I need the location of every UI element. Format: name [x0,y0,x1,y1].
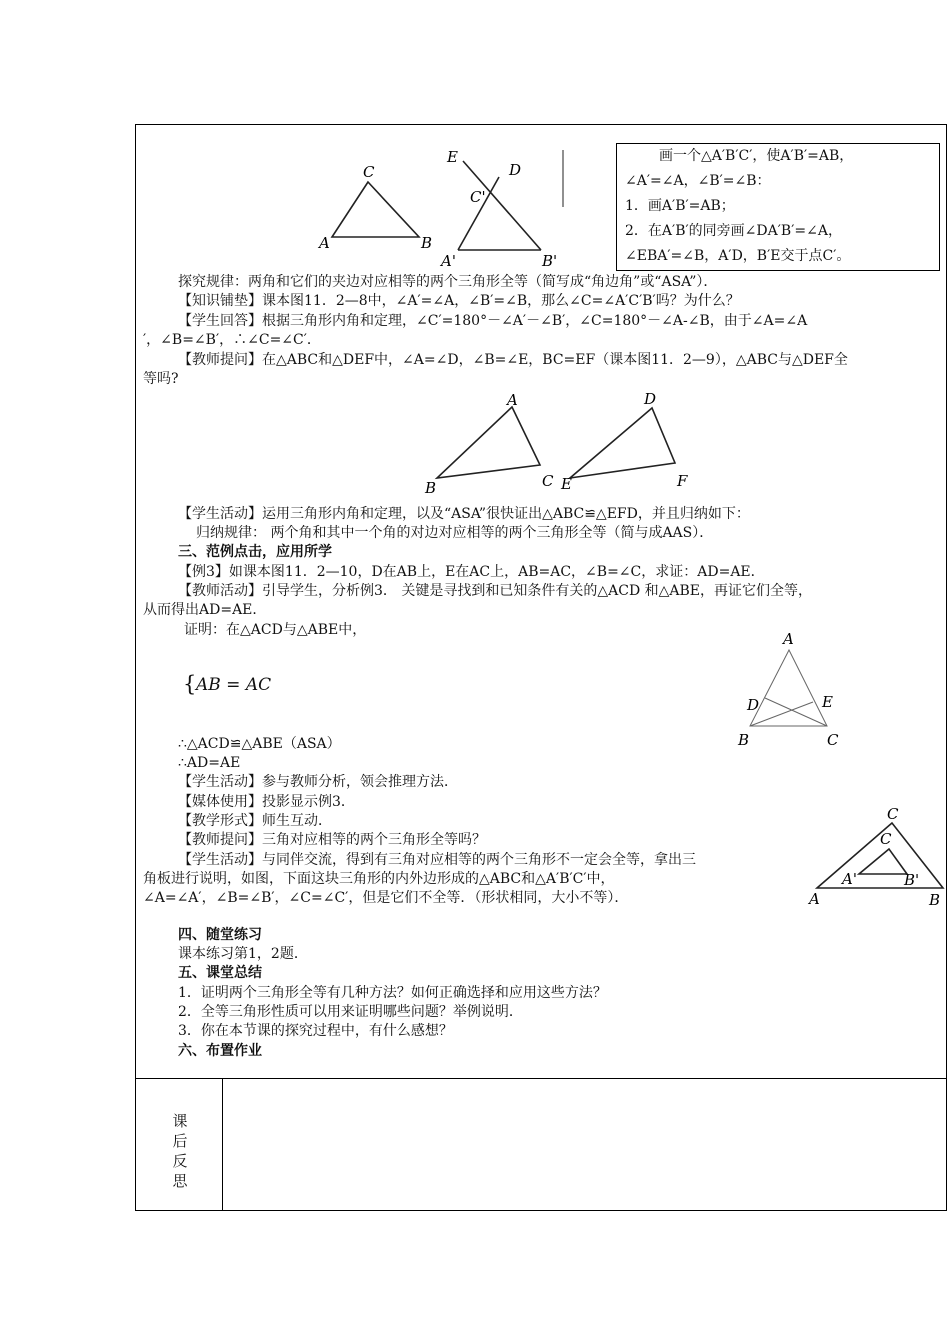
text-summary-2: 2．全等三角形性质可以用来证明哪些问题？举例说明． [178,1004,523,1020]
fig3-label-a: A [783,630,794,648]
text-student-activity-3-end: ∠A=∠A′，∠B=∠B′，∠C=∠C′，但是它们不全等．（形状相同，大小不等）． [143,890,629,906]
text-proof-start: 证明：在△ACD与△ABE中， [184,622,367,638]
text-media-use: 【媒体使用】投影显示例3． [178,794,355,810]
fig4-label-c-outer: C [887,805,899,823]
text-student-activity-3-cont: 角板进行说明，如图，下面这块三角形的内外边形成的△ABC和△A′B′C′中， [143,871,615,887]
box-line-5: ∠EBA′=∠B，A′D，B′E交于点C′。 [625,248,851,264]
fig1-label-b-prime: B' [542,252,558,270]
fig4-label-a-prime: A' [842,870,857,888]
text-teacher-question: 【教师提问】在△ABC和△DEF中，∠A=∠D，∠B=∠E，BC=EF（课本图11．2—9），△ABC与△DEF全 [178,352,848,368]
fig4-label-c-inner: C [880,830,892,848]
heading-section-5: 五、课堂总结 [178,965,262,981]
fig2-label-f: F [677,472,688,490]
reflection-char-4: 思 [172,1172,188,1190]
fig1-label-a-prime: A' [441,252,456,270]
fig3-label-c: C [827,731,839,749]
fig1-label-e: E [447,148,458,166]
fig4-label-b: B [929,891,941,909]
fig1-label-d: D [509,161,522,179]
figure-two-triangles [415,385,705,497]
figure-set-square [805,803,950,910]
fig3-label-d: D [747,696,760,714]
box-line-1: 画一个△A′B′C′，使A′B′=AB， [659,148,854,164]
text-congruent-conclusion: ∴△ACD≌△ABE（ASA） [178,736,341,752]
fig3-label-b: B [738,731,750,749]
fig3-label-e: E [822,693,833,711]
text-summary-1: 1．证明两个三角形全等有几种方法？如何正确选择和应用这些方法？ [178,985,607,1001]
text-exercise: 课本练习第1，2题． [178,946,308,962]
reflection-char-3: 反 [172,1152,188,1170]
text-knowledge-basis: 【知识铺垫】课本图11．2—8中，∠A′=∠A，∠B′=∠B，那么∠C=∠A′C′B′吗？为什么？ [178,293,740,309]
fig2-label-a: A [507,391,518,409]
text-teaching-form: 【教学形式】师生互动． [178,813,332,829]
figure-example-3 [730,628,845,753]
heading-section-6: 六、布置作业 [178,1043,262,1059]
fig1-label-c: C [363,163,375,181]
fig1-label-a: A [319,234,330,252]
reflection-content-area[interactable] [225,1081,943,1207]
reflection-char-2: 后 [172,1132,188,1150]
text-ad-ae: ∴AD=AE [178,755,241,771]
text-student-activity-1: 【学生活动】运用三角形内角和定理，以及“ASA”很快证出△ABC≌△EFD，并且归纳如下： [178,506,750,522]
fig2-label-b: B [425,479,437,497]
fig2-label-c: C [542,472,554,490]
text-student-activity-2: 【学生活动】参与教师分析，领会推理方法． [178,774,458,790]
heading-section-3: 三、范例点击，应用所学 [178,544,332,560]
formula-brace: { [183,672,197,696]
text-teacher-activity-cont: 从而得出AD=AE． [143,602,267,618]
table-row-divider [135,1078,947,1079]
text-student-answer-cont: ′，∠B=∠B′，∴∠C=∠C′． [143,332,321,348]
text-teacher-question-cont: 等吗? [143,371,179,387]
box-line-3: 1．画A′B′=AB； [625,198,735,214]
fig2-label-e: E [561,475,572,493]
figure-triangle-construction [310,145,570,270]
text-teacher-question-2: 【教师提问】三角对应相等的两个三角形全等吗？ [178,832,486,848]
heading-section-4: 四、随堂练习 [178,927,262,943]
text-induction-rule: 归纳规律： 两个角和其中一个角的对边对应相等的两个三角形全等（简与成AAS）． [196,525,714,541]
text-summary-3: 3．你在本节课的探究过程中，有什么感想？ [178,1023,453,1039]
formula-ab-ac: AB = AC [196,675,272,695]
table-column-divider [222,1078,223,1211]
box-line-2: ∠A′=∠A，∠B′=∠B： [625,173,771,189]
reflection-char-1: 课 [172,1112,188,1130]
fig1-label-b: B [421,234,433,252]
construction-steps-box [616,143,940,271]
text-student-answer: 【学生回答】根据三角形内角和定理，∠C′=180°－∠A′－∠B′，∠C=180°－∠A-∠B，由于∠A=∠A [178,313,808,329]
fig4-label-a: A [809,890,820,908]
text-explore-rule: 探究规律：两角和它们的夹边对应相等的两个三角形全等（简写成“角边角”或“ASA”）． [178,274,718,290]
text-teacher-activity: 【教师活动】引导学生，分析例3． 关键是寻找到和已知条件有关的△ACD 和△ABE，再证它们全等， [178,583,813,599]
fig2-label-d: D [644,390,657,408]
text-example-3: 【例3】如课本图11．2—10，D在AB上，E在AC上，AB=AC，∠B=∠C，求证：AD=AE． [178,564,765,580]
fig4-label-b-prime: B' [904,871,920,889]
text-student-activity-3: 【学生活动】与同伴交流，得到有三角对应相等的两个三角形不一定会全等，拿出三 [178,852,696,868]
fig1-label-c-prime: C' [470,188,486,206]
box-line-4: 2．在A′B′的同旁画∠DA′B′=∠A， [625,223,842,239]
